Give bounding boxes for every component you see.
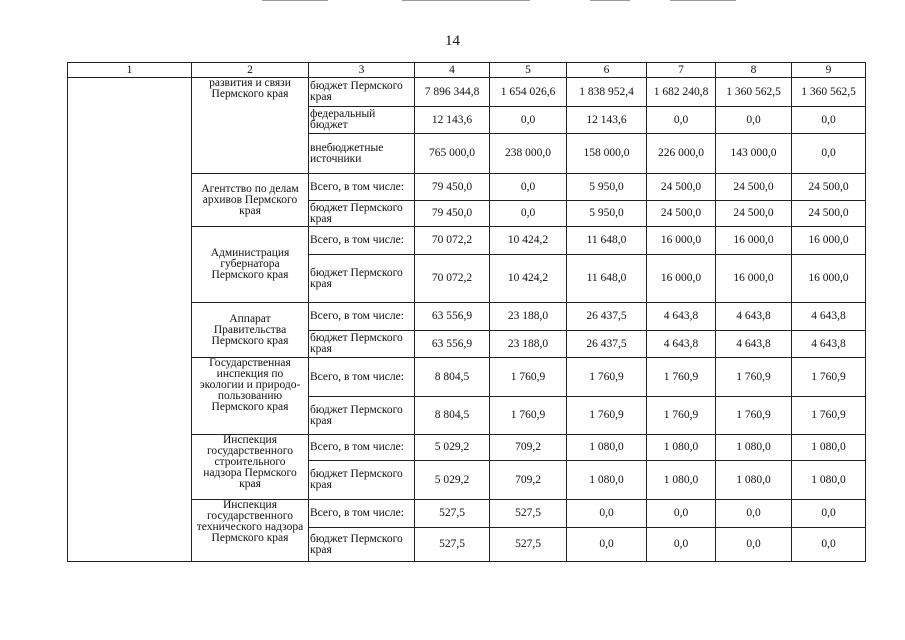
amount-cell-col-8: 24 500,0 <box>716 201 792 227</box>
amount-cell-col-9: 16 000,0 <box>792 227 866 255</box>
amount-cell-col-4: 12 143,6 <box>415 107 490 134</box>
amount-cell-col-8: 1 760,9 <box>716 358 792 397</box>
amount-cell-col-9: 4 643,8 <box>792 303 866 331</box>
agency-cell: Инспекция государственного строительного надзора Пермского края <box>192 435 309 500</box>
funding-source-cell: Всего, в том числе: <box>309 174 415 201</box>
amount-cell-col-8: 0,0 <box>716 528 792 562</box>
amount-cell-col-7: 1 760,9 <box>647 358 716 397</box>
amount-cell-col-5: 0,0 <box>490 107 567 134</box>
column-header-7: 7 <box>647 63 716 78</box>
amount-cell-col-6: 0,0 <box>567 528 647 562</box>
amount-cell-col-9: 1 080,0 <box>792 435 866 461</box>
table-row <box>68 78 866 107</box>
amount-cell-col-5: 0,0 <box>490 201 567 227</box>
amount-cell-col-4: 8 804,5 <box>415 358 490 397</box>
amount-cell-col-4: 79 450,0 <box>415 174 490 201</box>
amount-cell-col-9: 1 760,9 <box>792 397 866 435</box>
amount-cell-col-7: 226 000,0 <box>647 134 716 174</box>
amount-cell-col-8: 1 080,0 <box>716 435 792 461</box>
amount-cell-col-7: 24 500,0 <box>647 174 716 201</box>
page-number: 14 <box>445 33 460 49</box>
amount-cell-col-7: 0,0 <box>647 528 716 562</box>
funding-source-cell: Всего, в том числе: <box>309 500 415 528</box>
amount-cell-col-8: 143 000,0 <box>716 134 792 174</box>
agency-cell: Государственная инспекция по экологии и природо-пользованию Пермского края <box>192 358 309 435</box>
amount-cell-col-8: 4 643,8 <box>716 303 792 331</box>
amount-cell-col-7: 4 643,8 <box>647 303 716 331</box>
amount-cell-col-8: 0,0 <box>716 500 792 528</box>
amount-cell-col-6: 1 838 952,4 <box>567 78 647 107</box>
funding-source-cell: бюджет Пермского края <box>309 528 415 562</box>
amount-cell-col-9: 16 000,0 <box>792 255 866 303</box>
amount-cell-col-5: 23 188,0 <box>490 331 567 358</box>
budget-table <box>67 62 866 562</box>
agency-cell: Администрация губернатора Пермского края <box>192 227 309 303</box>
amount-cell-col-6: 1 080,0 <box>567 435 647 461</box>
agency-cell: развития и связи Пермского края <box>192 78 309 174</box>
amount-cell-col-7: 4 643,8 <box>647 331 716 358</box>
amount-cell-col-5: 1 760,9 <box>490 358 567 397</box>
amount-cell-col-6: 5 950,0 <box>567 174 647 201</box>
column-header-4: 4 <box>415 63 490 78</box>
amount-cell-col-4: 8 804,5 <box>415 397 490 435</box>
amount-cell-col-4: 7 896 344,8 <box>415 78 490 107</box>
funding-source-cell: бюджет Пермского края <box>309 461 415 500</box>
amount-cell-col-6: 5 950,0 <box>567 201 647 227</box>
agency-cell: Инспекция государственного технического надзора Пермского края <box>192 500 309 562</box>
funding-source-cell: бюджет Пермского края <box>309 331 415 358</box>
amount-cell-col-6: 11 648,0 <box>567 255 647 303</box>
amount-cell-col-8: 16 000,0 <box>716 227 792 255</box>
funding-source-cell: Всего, в том числе: <box>309 227 415 255</box>
amount-cell-col-7: 0,0 <box>647 500 716 528</box>
amount-cell-col-7: 1 080,0 <box>647 461 716 500</box>
funding-source-cell: бюджет Пермского края <box>309 201 415 227</box>
amount-cell-col-4: 5 029,2 <box>415 461 490 500</box>
amount-cell-col-9: 1 360 562,5 <box>792 78 866 107</box>
amount-cell-col-8: 16 000,0 <box>716 255 792 303</box>
agency-cell: Аппарат Правительства Пермского края <box>192 303 309 358</box>
column-header-8: 8 <box>716 63 792 78</box>
funding-source-cell: бюджет Пермского края <box>309 255 415 303</box>
amount-cell-col-4: 527,5 <box>415 500 490 528</box>
amount-cell-col-7: 1 080,0 <box>647 435 716 461</box>
amount-cell-col-4: 63 556,9 <box>415 303 490 331</box>
column-header-1: 1 <box>68 63 192 78</box>
amount-cell-col-4: 79 450,0 <box>415 201 490 227</box>
amount-cell-col-9: 1 760,9 <box>792 358 866 397</box>
table-body <box>68 63 866 562</box>
amount-cell-col-9: 1 080,0 <box>792 461 866 500</box>
amount-cell-col-5: 23 188,0 <box>490 303 567 331</box>
scan-edge-line-4 <box>670 0 736 1</box>
funding-source-cell: бюджет Пермского края <box>309 78 415 107</box>
amount-cell-col-9: 24 500,0 <box>792 174 866 201</box>
amount-cell-col-9: 0,0 <box>792 528 866 562</box>
amount-cell-col-4: 527,5 <box>415 528 490 562</box>
amount-cell-col-5: 1 760,9 <box>490 397 567 435</box>
amount-cell-col-8: 24 500,0 <box>716 174 792 201</box>
amount-cell-col-5: 527,5 <box>490 528 567 562</box>
funding-source-cell: Всего, в том числе: <box>309 435 415 461</box>
amount-cell-col-5: 709,2 <box>490 461 567 500</box>
funding-source-cell: бюджет Пермского края <box>309 397 415 435</box>
funding-source-cell: внебюджетные источники <box>309 134 415 174</box>
amount-cell-col-9: 0,0 <box>792 134 866 174</box>
amount-cell-col-5: 10 424,2 <box>490 255 567 303</box>
amount-cell-col-5: 709,2 <box>490 435 567 461</box>
amount-cell-col-6: 1 760,9 <box>567 358 647 397</box>
amount-cell-col-6: 1 760,9 <box>567 397 647 435</box>
amount-cell-col-8: 1 760,9 <box>716 397 792 435</box>
amount-cell-col-8: 0,0 <box>716 107 792 134</box>
scan-edge-line-2 <box>402 0 530 1</box>
amount-cell-col-8: 1 360 562,5 <box>716 78 792 107</box>
column-header-6: 6 <box>567 63 647 78</box>
scan-edge-line-1 <box>262 0 328 1</box>
amount-cell-col-5: 0,0 <box>490 174 567 201</box>
amount-cell-col-8: 1 080,0 <box>716 461 792 500</box>
amount-cell-col-6: 12 143,6 <box>567 107 647 134</box>
amount-cell-col-4: 70 072,2 <box>415 255 490 303</box>
amount-cell-col-6: 1 080,0 <box>567 461 647 500</box>
amount-cell-col-7: 16 000,0 <box>647 227 716 255</box>
agency-cell: Агентство по делам архивов Пермского края <box>192 174 309 227</box>
table-header-row <box>68 63 866 78</box>
amount-cell-col-9: 0,0 <box>792 500 866 528</box>
amount-cell-col-6: 26 437,5 <box>567 331 647 358</box>
amount-cell-col-4: 63 556,9 <box>415 331 490 358</box>
amount-cell-col-7: 1 682 240,8 <box>647 78 716 107</box>
amount-cell-col-5: 527,5 <box>490 500 567 528</box>
amount-cell-col-4: 5 029,2 <box>415 435 490 461</box>
amount-cell-col-9: 0,0 <box>792 107 866 134</box>
amount-cell-col-5: 10 424,2 <box>490 227 567 255</box>
amount-cell-col-7: 24 500,0 <box>647 201 716 227</box>
amount-cell-col-5: 1 654 026,6 <box>490 78 567 107</box>
amount-cell-col-7: 1 760,9 <box>647 397 716 435</box>
amount-cell-col-7: 16 000,0 <box>647 255 716 303</box>
amount-cell-col-4: 70 072,2 <box>415 227 490 255</box>
funding-source-cell: федеральный бюджет <box>309 107 415 134</box>
program-cell <box>68 78 192 562</box>
amount-cell-col-6: 26 437,5 <box>567 303 647 331</box>
amount-cell-col-6: 0,0 <box>567 500 647 528</box>
scan-edge-line-3 <box>590 0 630 1</box>
funding-source-cell: Всего, в том числе: <box>309 303 415 331</box>
column-header-9: 9 <box>792 63 866 78</box>
amount-cell-col-6: 11 648,0 <box>567 227 647 255</box>
column-header-3: 3 <box>309 63 415 78</box>
amount-cell-col-4: 765 000,0 <box>415 134 490 174</box>
amount-cell-col-7: 0,0 <box>647 107 716 134</box>
funding-source-cell: Всего, в том числе: <box>309 358 415 397</box>
amount-cell-col-9: 4 643,8 <box>792 331 866 358</box>
amount-cell-col-8: 4 643,8 <box>716 331 792 358</box>
amount-cell-col-9: 24 500,0 <box>792 201 866 227</box>
column-header-2: 2 <box>192 63 309 78</box>
amount-cell-col-6: 158 000,0 <box>567 134 647 174</box>
column-header-5: 5 <box>490 63 567 78</box>
amount-cell-col-5: 238 000,0 <box>490 134 567 174</box>
